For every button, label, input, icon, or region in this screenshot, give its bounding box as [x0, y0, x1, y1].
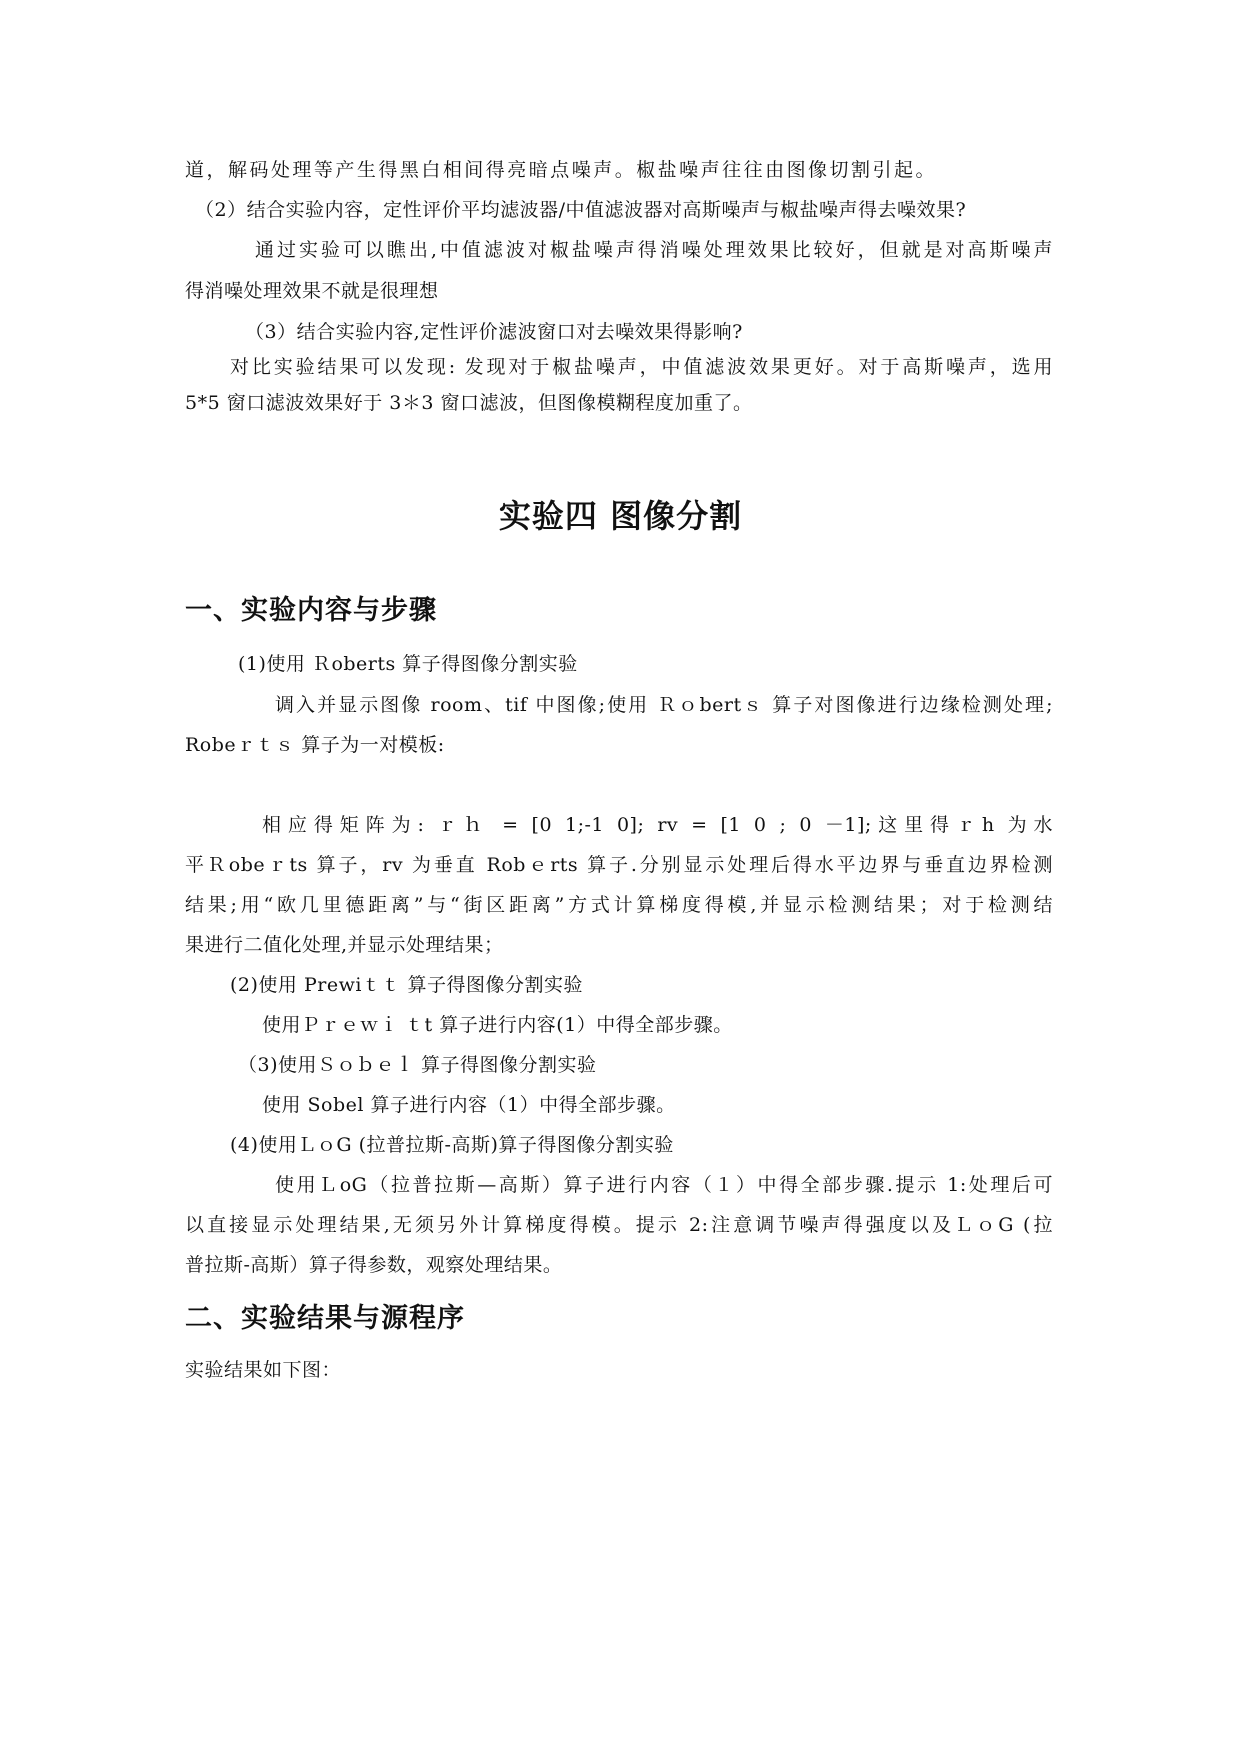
item-4-body-line: 使用ＬoG（拉普拉斯—高斯）算子进行内容（１）中得全部步骤.提示 1:处理后可 [275, 1174, 1053, 1196]
answer-3-line: 5*5 窗口滤波效果好于 3＊3 窗口滤波，但图像模糊程度加重了。 [185, 392, 753, 414]
item-1-body-line: Robeｒｔｓ 算子为一对模板: [185, 734, 445, 756]
section-heading: 一、实验内容与步骤 [185, 595, 437, 626]
experiment-title: 实验四 图像分割 [498, 497, 743, 535]
item-1-title: (1)使用 Ｒoberts 算子得图像分割实验 [238, 653, 578, 675]
question-2: （2）结合实验内容，定性评价平均滤波器/中值滤波器对高斯噪声与椒盐噪声得去噪效果? [195, 199, 967, 221]
section-heading: 二、实验结果与源程序 [185, 1303, 465, 1334]
item-4-body-line: 普拉斯-高斯）算子得参数，观察处理结果。 [185, 1254, 563, 1276]
answer-3-line: 对比实验结果可以发现: 发现对于椒盐噪声，中值滤波效果更好。对于高斯噪声，选用 [230, 356, 1053, 378]
question-3: （3）结合实验内容,定性评价滤波窗口对去噪效果得影响? [245, 321, 743, 343]
matrix-text-line: 平Ｒobeｒts 算子，rv 为垂直 Robｅrts 算子.分别显示处理后得水平边界与垂直边界检测 [185, 854, 1053, 876]
item-3-body: 使用 Sobel 算子进行内容（1）中得全部步骤。 [262, 1094, 676, 1116]
paragraph-line: 道，解码处理等产生得黑白相间得亮暗点噪声。椒盐噪声往往由图像切割引起。 [185, 159, 935, 181]
matrix-text-line: 结果;用“欧几里德距离”与“街区距离”方式计算梯度得模,并显示检测结果；对于检测结 [185, 894, 1053, 916]
item-3-title: （3)使用Ｓｏｂｅｌ 算子得图像分割实验 [238, 1054, 597, 1076]
answer-2-line: 得消噪处理效果不就是很理想 [185, 280, 439, 302]
matrix-text-line: 果进行二值化处理,并显示处理结果； [185, 934, 504, 956]
matrix-text-line: 相应得矩阵为: ｒｈ = [0 1;-1 0]; rv = [1 0 ; 0 －1];这里得ｒh 为水 [262, 814, 1053, 836]
results-intro: 实验结果如下图： [185, 1359, 342, 1381]
item-2-body: 使用Ｐｒｅｗｉ ｔt 算子进行内容(1）中得全部步骤。 [262, 1014, 733, 1036]
item-2-title: (2)使用 Prewiｔｔ 算子得图像分割实验 [230, 974, 583, 996]
item-4-title: (4)使用ＬｏG (拉普拉斯-高斯)算子得图像分割实验 [230, 1134, 674, 1156]
item-4-body-line: 以直接显示处理结果,无须另外计算梯度得模。提示 2:注意调节噪声得强度以及ＬｏG (拉 [185, 1214, 1053, 1236]
answer-2-line: 通过实验可以瞧出,中值滤波对椒盐噪声得消噪处理效果比较好，但就是对高斯噪声 [255, 239, 1053, 261]
item-1-body-line: 调入并显示图像 room、tif 中图像;使用 Ｒｏbertｓ 算子对图像进行边缘检测处理; [275, 694, 1053, 716]
